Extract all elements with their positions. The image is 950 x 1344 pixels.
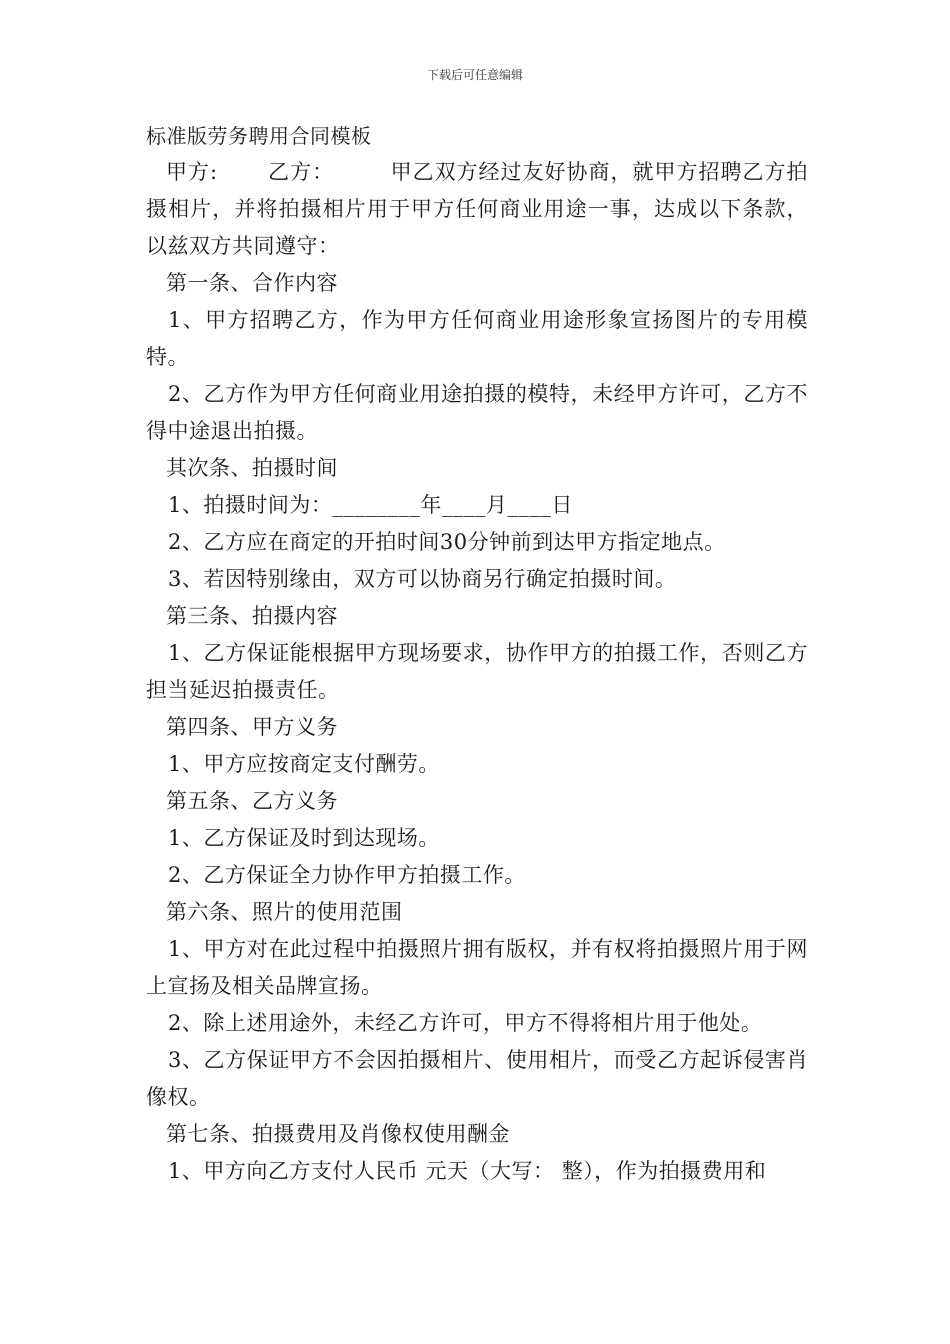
article-3-clause-1: 1、乙方保证能根据甲方现场要求，协作甲方的拍摄工作，否则乙方担当延迟拍摄责任。	[146, 641, 808, 702]
parties-paragraph	[146, 154, 808, 265]
article-2-heading: 其次条、拍摄时间	[166, 456, 338, 480]
article-3-heading: 第三条、拍摄内容	[166, 604, 338, 628]
article-5-clause-2: 2、乙方保证全力协作甲方拍摄工作。	[168, 863, 526, 887]
article-7-clause-1: 1、甲方向乙方支付人民币 元天（大写： 整），作为拍摄费用和	[168, 1159, 767, 1183]
article-2-clause-1: 1、拍摄时间为：________年____月____日	[168, 493, 573, 517]
header-note: 下载后可任意编辑	[426, 68, 523, 82]
article-2-clause-3: 3、若因特别缘由，双方可以协商另行确定拍摄时间。	[168, 567, 677, 591]
article-6-clause-3: 3、乙方保证甲方不会因拍摄相片、使用相片，而受乙方起诉侵害肖像权。	[146, 1048, 808, 1109]
article-6-clause-2: 2、除上述用途外，未经乙方许可，甲方不得将相片用于他处。	[168, 1011, 763, 1035]
article-2-clause-2: 2、乙方应在商定的开拍时间30分钟前到达甲方指定地点。	[168, 530, 726, 554]
intro-text: 甲乙双方经过友好协商，就甲方招聘乙方拍摄相片，并将拍摄相片用于甲方任何商业用途一事，达成以下条款，以兹双方共同遵守：	[146, 160, 809, 258]
article-4-clause-1: 1、甲方应按商定支付酬劳。	[168, 752, 440, 776]
party-b-label: 乙方：	[267, 160, 335, 184]
article-7-heading: 第七条、拍摄费用及肖像权使用酬金	[166, 1122, 510, 1146]
article-5-clause-1: 1、乙方保证及时到达现场。	[168, 826, 440, 850]
article-6-clause-1: 1、甲方对在此过程中拍摄照片拥有版权，并有权将拍摄照片用于网上宣扬及相关品牌宣扬。	[146, 937, 808, 998]
article-5-heading: 第五条、乙方义务	[166, 789, 338, 813]
article-1-clause-2: 2、乙方作为甲方任何商业用途拍摄的模特，未经甲方许可，乙方不得中途退出拍摄。	[146, 382, 808, 443]
article-1-clause-1: 1、甲方招聘乙方，作为甲方任何商业用途形象宣扬图片的专用模特。	[146, 308, 808, 369]
document-title: 标准版劳务聘用合同模板	[146, 124, 372, 148]
article-4-heading: 第四条、甲方义务	[166, 715, 338, 739]
article-1-heading: 第一条、合作内容	[166, 271, 338, 295]
document-body	[146, 118, 808, 1190]
party-a-label: 甲方:	[166, 160, 218, 184]
article-6-heading: 第六条、照片的使用范围	[166, 900, 403, 924]
